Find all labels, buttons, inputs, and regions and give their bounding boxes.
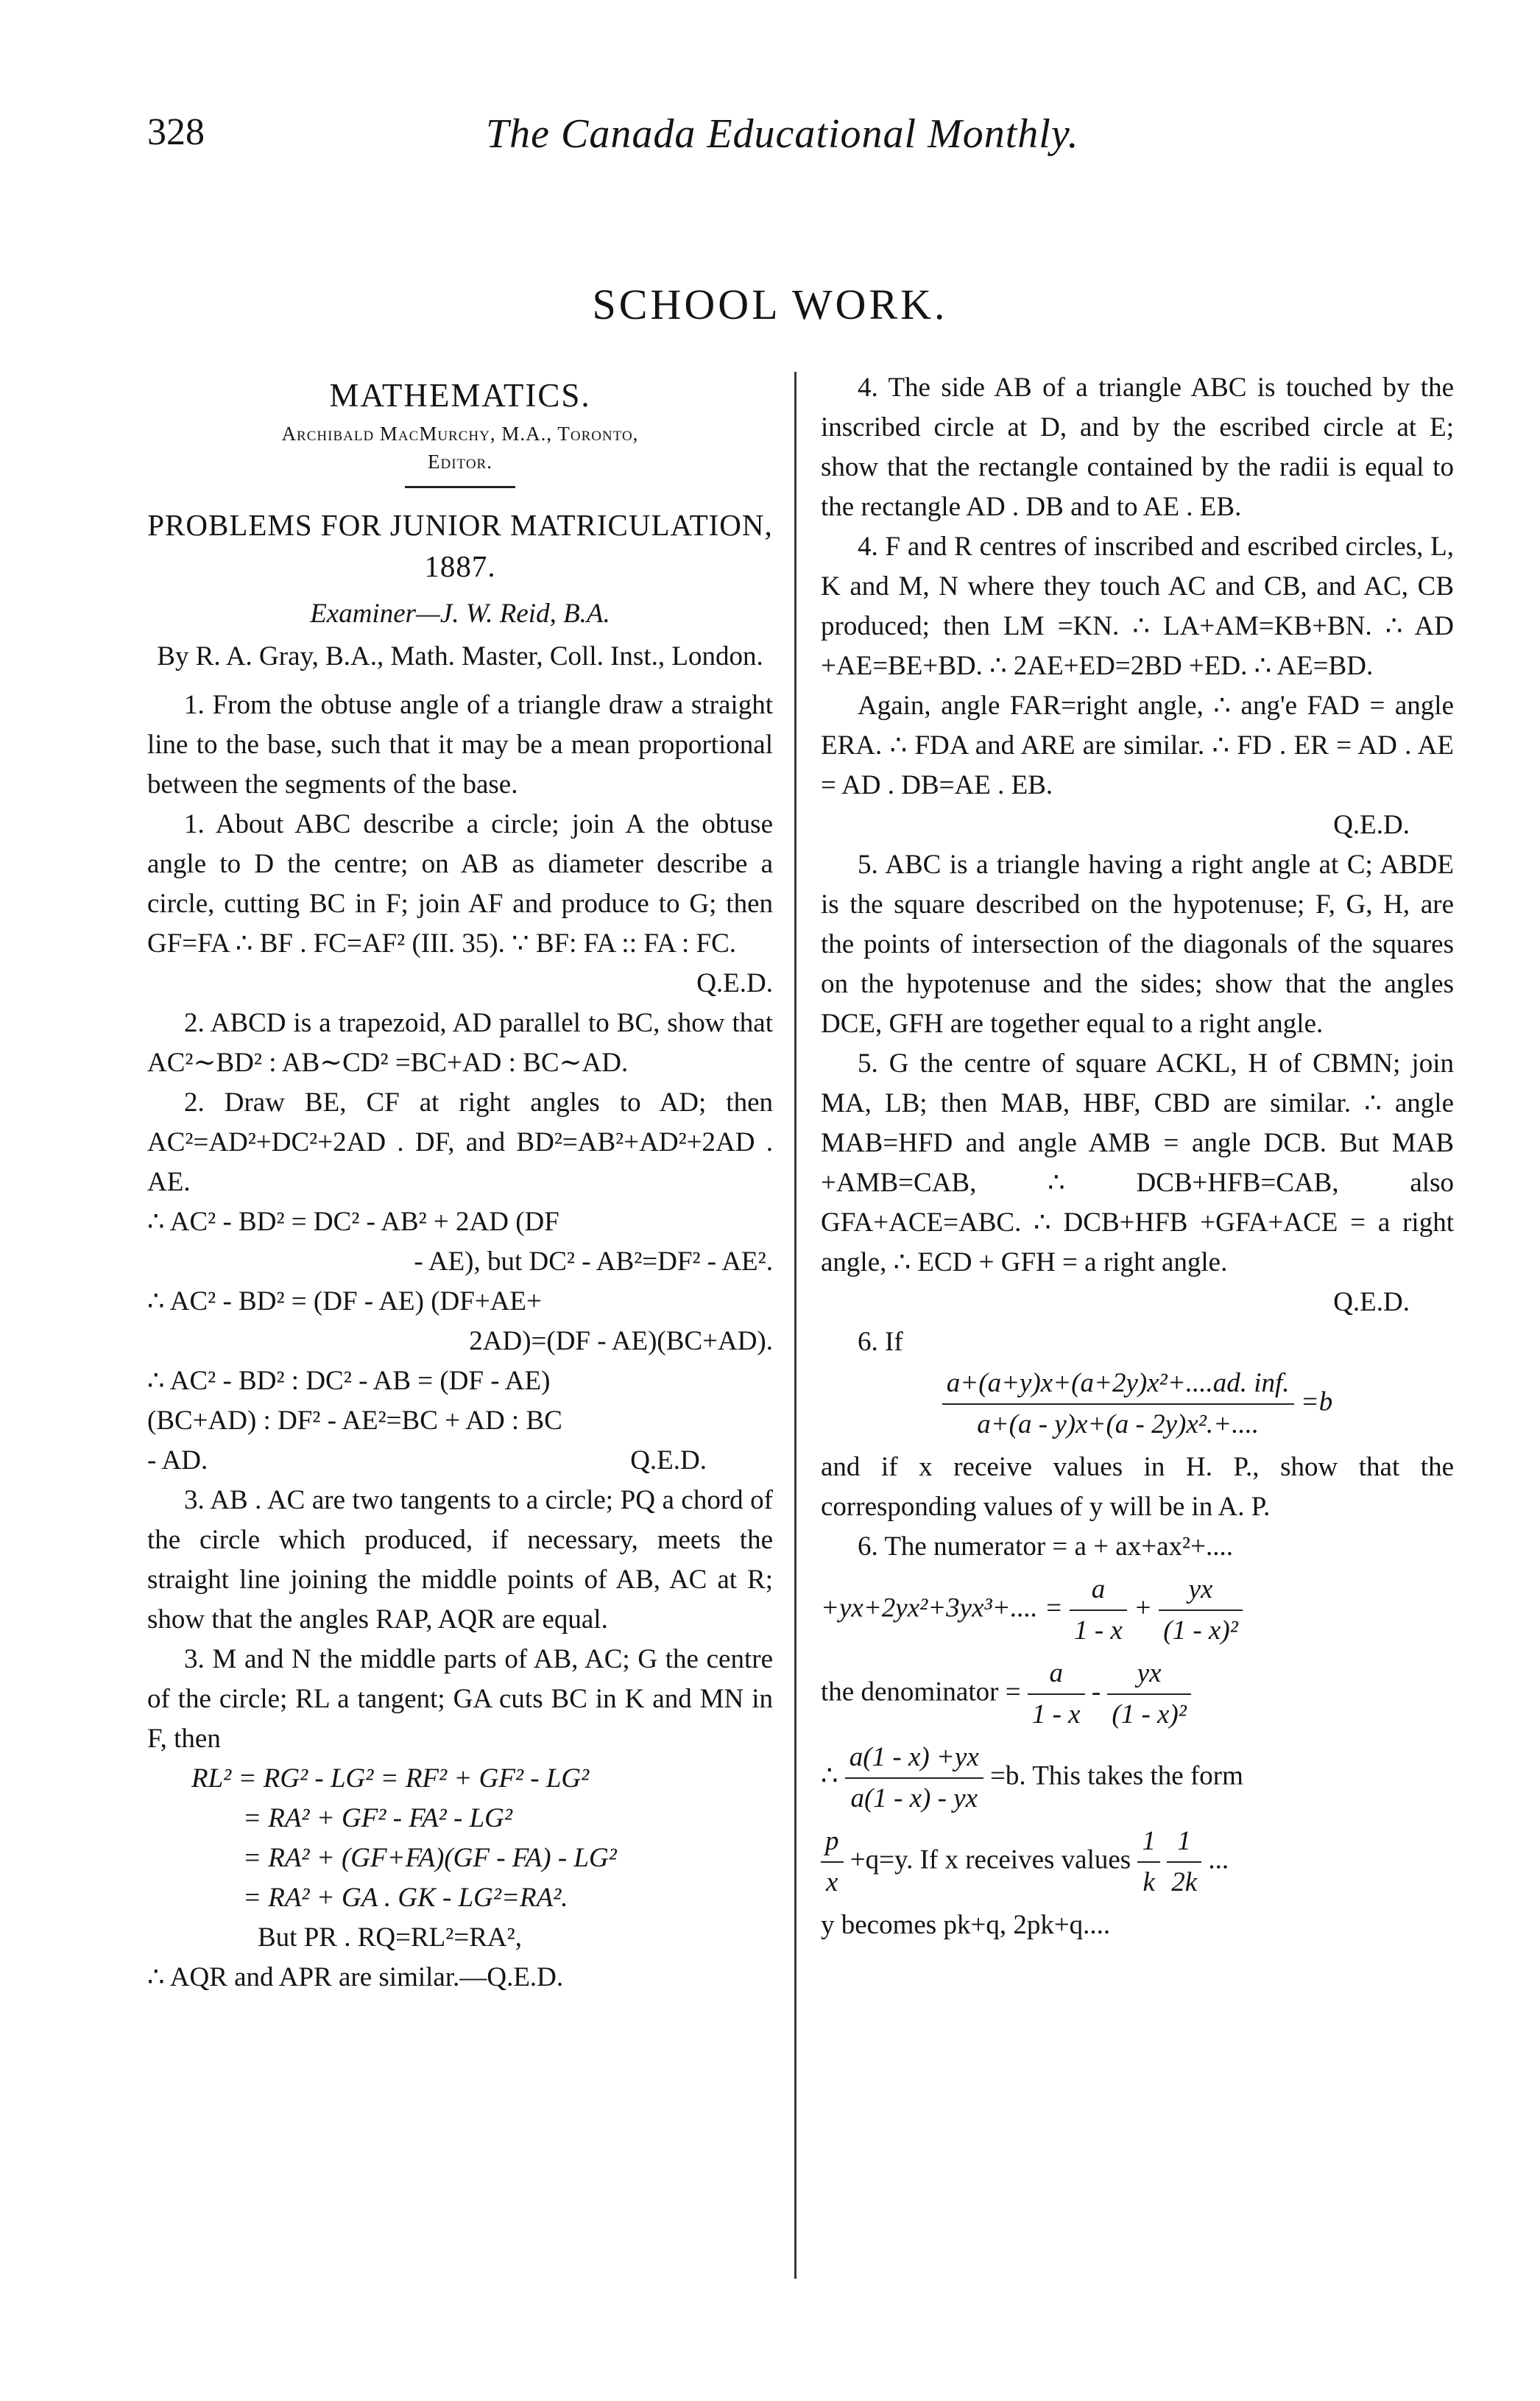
fraction-numerator: p (821, 1822, 844, 1863)
fraction-denominator: x (826, 1867, 838, 1897)
minus-sign: - (1091, 1677, 1101, 1707)
answer-2-line: 2AD)=(DF - AE)(BC+AD). (469, 1326, 773, 1356)
answer-3-line: ∴ AQR and APR are similar.—Q.E.D. (147, 1962, 564, 1992)
paper-title: PROBLEMS FOR JUNIOR MATRICULATION, 1887. (147, 508, 773, 583)
fraction (845, 1738, 983, 1819)
answer-2-line: - AE), but DC² - AB²=DF² - AE². (414, 1247, 773, 1277)
answer-5-qed: Q.E.D. (1333, 1287, 1410, 1317)
form-text: +q=y. If x receives values (850, 1844, 1131, 1875)
answer-2-end (147, 1441, 773, 1481)
answer-2-line: ∴ AC² - BD² = (DF - AE) (DF+AE+ (147, 1286, 542, 1316)
fraction-numerator: a(1 - x) +yx (845, 1738, 983, 1779)
answer-2-line: (BC+AD) : DF² - AE²=BC + AD : BC (147, 1406, 562, 1436)
fraction-denominator: 2k (1171, 1867, 1198, 1897)
question-6-equation (821, 1364, 1454, 1445)
answer-3-line: = RA² + GA . GK - LG²=RA². (243, 1883, 568, 1913)
answer-3-intro: 3. M and N the middle parts of AB, AC; G the centre of the circle; RL a tangent; GA cuts BC in K and MN in F, then (147, 1644, 773, 1754)
fraction-numerator: yx (1107, 1654, 1190, 1695)
answer-6-numerator-sum (821, 1570, 1454, 1651)
fraction (821, 1822, 844, 1903)
denominator-label: the denominator = (821, 1677, 1021, 1707)
fraction-denominator: (1 - x)² (1163, 1615, 1238, 1646)
fraction-denominator: 1 - x (1031, 1699, 1081, 1730)
column-divider (794, 372, 797, 2279)
editor-title: Editor. (428, 451, 492, 473)
answer-2-line: - AD. (147, 1445, 208, 1475)
fraction (1028, 1654, 1085, 1735)
fraction (1167, 1822, 1201, 1903)
answer-3-line: But PR . RQ=RL²=RA², (258, 1922, 522, 1953)
journal-title: The Canada Educational Monthly. (486, 111, 1079, 157)
question-6-label: 6. If (858, 1327, 903, 1357)
answer-2-intro: 2. Draw BE, CF at right angles to AD; then AC²=AD²+DC²+2AD . DF, and BD²=AB²+AD²+2AD . AE. (147, 1087, 773, 1197)
answer-2-line: ∴ AC² - BD² : DC² - AB = (DF - AE) (147, 1366, 551, 1396)
heading-rule (405, 486, 515, 488)
answer-6-line: 6. The numerator = a + ax+ax²+.... (858, 1531, 1233, 1562)
fraction-numerator: 1 (1137, 1822, 1160, 1863)
answer-6-denominator (821, 1654, 1454, 1735)
fraction-denominator: k (1142, 1867, 1155, 1897)
therefore-sign: ∴ (821, 1760, 838, 1791)
fraction-numerator: yx (1159, 1570, 1242, 1611)
answer-2-line: ∴ AC² - BD² = DC² - AB² + 2AD (DF (147, 1207, 559, 1237)
answer-2-qed: Q.E.D. (630, 1445, 707, 1475)
answer-3-line: = RA² + GF² - FA² - LG² (243, 1803, 512, 1833)
answer-3-line: RL² = RG² - LG² = RF² + GF² - LG² (191, 1763, 590, 1794)
fraction-numerator: a (1070, 1570, 1127, 1611)
answer-6-form (821, 1822, 1454, 1903)
running-head (147, 110, 1458, 177)
question-6-numerator: a+(a+y)x+(a+2y)x²+....ad. inf. (942, 1364, 1294, 1405)
question-6-text: and if x receive values in H. P., show that the corresponding values of y will be in A. P. (821, 1452, 1454, 1522)
fraction (1070, 1570, 1127, 1651)
ratio-text: =b. This takes the form (990, 1760, 1243, 1791)
ellipsis: ... (1208, 1844, 1229, 1875)
page-number: 328 (147, 111, 205, 153)
fraction-numerator: a (1028, 1654, 1085, 1695)
answer-6-series: +yx+2yx²+3yx³+.... = (821, 1593, 1063, 1623)
question-6-fraction (942, 1364, 1294, 1445)
answer-4: 4. F and R centres of inscribed and escribed circles, L, K and M, N where they touch AC and CB, and AC, CB produced; then LM =KN. ∴ LA+AM=KB+BN. ∴ AD +AE=BE+BD. ∴ 2AE+ED=2BD +ED. ∴ AE=BD. (821, 532, 1454, 681)
plus-sign: + (1134, 1593, 1153, 1623)
question-6-rhs: =b (1300, 1386, 1333, 1417)
answer-6-ratio (821, 1738, 1454, 1819)
author-line: By R. A. Gray, B.A., Math. Master, Coll. Inst., London. (157, 641, 763, 671)
fraction-denominator: 1 - x (1074, 1615, 1123, 1646)
fraction (1159, 1570, 1242, 1651)
question-2: 2. ABCD is a trapezoid, AD parallel to BC, show that AC²∼BD² : AB∼CD² =BC+AD : BC∼AD. (147, 1008, 773, 1078)
question-1: 1. From the obtuse angle of a triangle draw a straight line to the base, such that it may be a mean proportional between the segments of the base. (147, 690, 773, 800)
fraction (1107, 1654, 1190, 1735)
editor-line: Archibald MacMurchy, M.A., Toronto, (281, 423, 639, 445)
answer-1: 1. About ABC describe a circle; join A the obtuse angle to D the centre; on AB as diameter describe a circle, cutting BC in F; join AF and produce to G; then GF=FA ∴ BF . FC=AF² (III. 35). ∵ BF: FA :: FA : FC. (147, 809, 773, 959)
answer-6-conclusion: y becomes pk+q, 2pk+q.... (821, 1910, 1111, 1940)
fraction-numerator: 1 (1167, 1822, 1201, 1863)
answer-1-qed: Q.E.D. (696, 968, 773, 998)
question-3: 3. AB . AC are two tangents to a circle; PQ a chord of the circle which produced, if necessary, meets the straight line joining the middle points of AB, AC at R; show that the angles RAP, AQR are equal. (147, 1485, 773, 1635)
question-6-denominator: a+(a - y)x+(a - 2y)x².+.... (977, 1409, 1260, 1439)
question-4: 4. The side AB of a triangle ABC is touched by the inscribed circle at D, and by the escribed circle at E; show that the rectangle contained by the radii is equal to the rectangle AD . DB and to AE . EB. (821, 373, 1454, 522)
question-5: 5. ABC is a triangle having a right angle at C; ABDE is the square described on the hypotenuse; F, G, H, are the points of intersection of the diagonals of the squares on the hypotenuse and the sides; show that the angles DCE, GFH are together equal to a right angle. (821, 850, 1454, 1039)
answer-4-continued: Again, angle FAR=right angle, ∴ ang'e FAD = angle ERA. ∴ FDA and ARE are similar. ∴ FD . ER = AD . AE = AD . DB=AE . EB. (821, 691, 1454, 800)
mathematics-heading: MATHEMATICS. (329, 377, 591, 414)
fraction-denominator: a(1 - x) - yx (850, 1783, 978, 1813)
fraction-denominator: (1 - x)² (1112, 1699, 1187, 1730)
answer-5: 5. G the centre of square ACKL, H of CBMN; join MA, LB; then MAB, HBF, CBD are similar. ∴ angle MAB=HFD and angle AMB = angle DCB. But MAB +AMB=CAB, ∴ DCB+HFB=CAB, also GFA+ACE=ABC. ∴ DCB+HFB +GFA+ACE = a right angle, ∴ ECD + GFH = a right angle. (821, 1048, 1454, 1277)
answer-3-line: = RA² + (GF+FA)(GF - FA) - LG² (243, 1843, 617, 1873)
left-column (147, 368, 773, 1998)
examiner-line: Examiner—J. W. Reid, B.A. (310, 599, 610, 629)
fraction (1137, 1822, 1160, 1903)
answer-4-qed: Q.E.D. (1333, 810, 1410, 840)
right-column (821, 368, 1454, 1945)
section-title: SCHOOL WORK. (592, 281, 948, 328)
